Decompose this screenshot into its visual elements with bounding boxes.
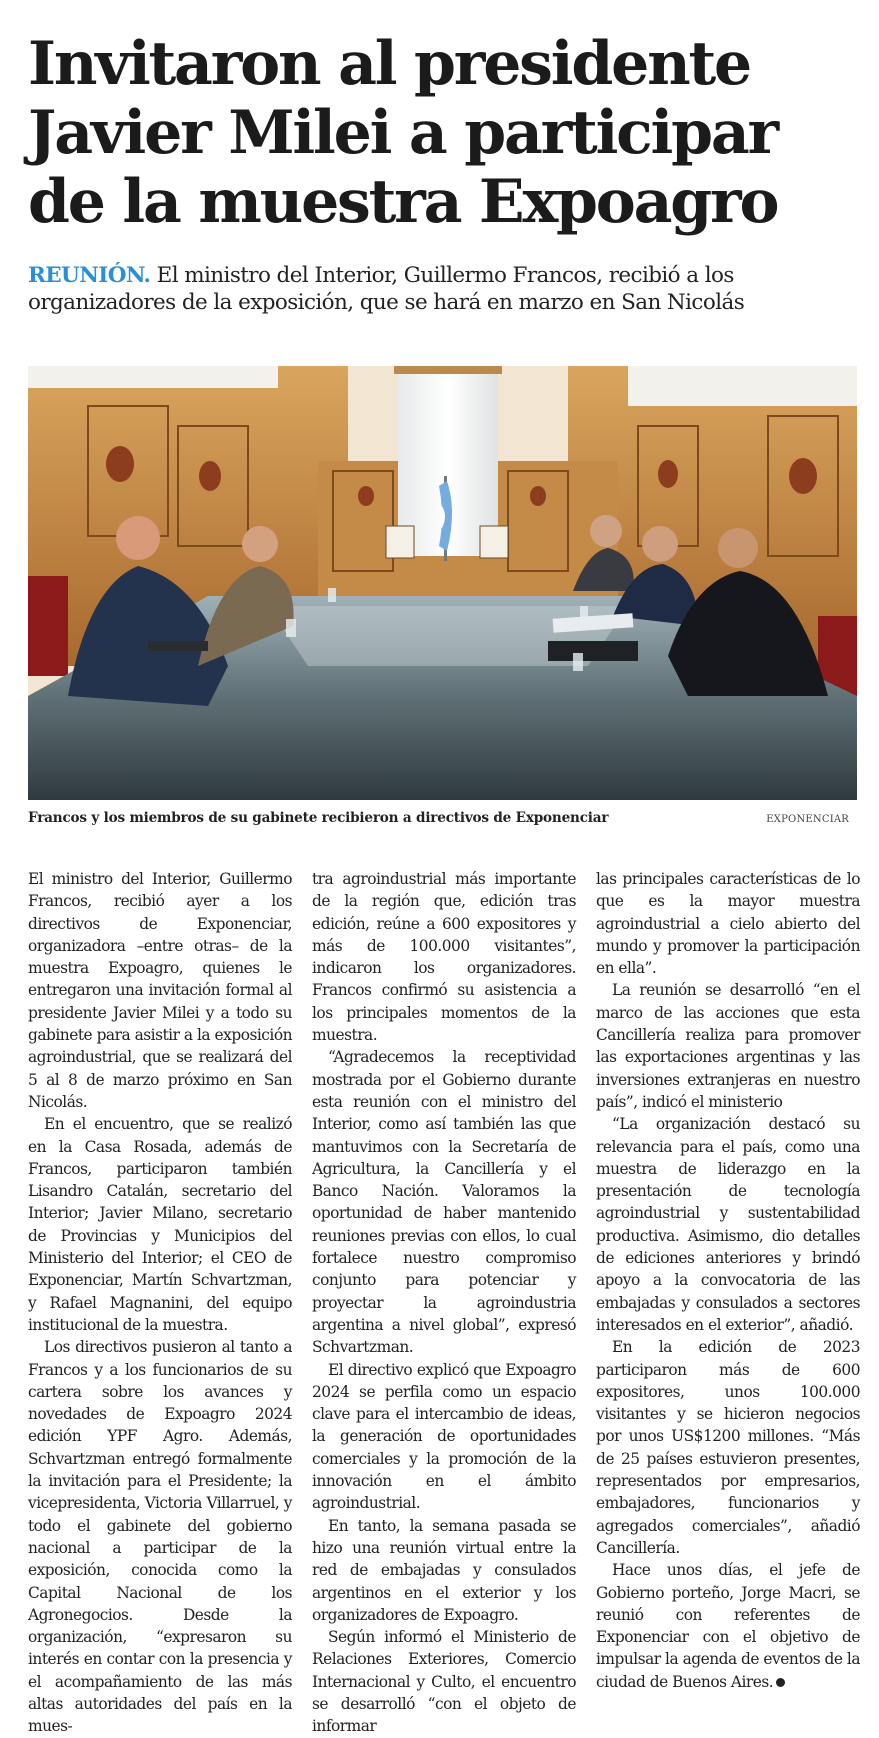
body-paragraph: las principales características de lo que es la mayor muestra agroindustrial a cielo abierto del mundo y promover la participación en ella”. — [596, 870, 860, 978]
photo-caption: Francos y los miembros de su gabinete recibieron a directivos de Exponenciar — [28, 810, 609, 826]
article-photo — [28, 366, 857, 800]
body-paragraph: “La organización destacó su relevancia para el país, como una muestra de liderazgo en la presentación de tecnología agroindustrial y sustentabilidad productiva. Asimismo, dio detalles de ediciones anteriores y brindó apoyo a la convocatoria de las embajadas y consulados a sectores interesados en el exterior”, añadió. — [596, 1115, 860, 1334]
body-paragraph: En el encuentro, que se realizó en la Casa Rosada, además de Francos, participaron también Lisandro Catalán, secretario del Interior; Javier Milano, secretario de Provincias y Municipios del Ministerio del Interior; el CEO de Exponenciar, Martín Schvartzman, y Rafael Magnanini, del equipo institucional de la muestra. — [28, 1115, 292, 1334]
body-paragraph: Los directivos pusieron al tanto a Francos y a los funcionarios de su cartera sobre los avances y novedades de Expoagro 2024 edición YPF Agro. Además, Schvartzman entregó formalmente la invitación para el Presidente; la vicepresidenta, Victoria Villarruel, y todo el gabinete del gobierno nacional a participar de la exposición, conocida como la Capital Nacional de los Agronegocios. Desde la organización, “expresaron su interés en contar con la presencia y el acompañamiento de las más altas autoridades del país en la mues- — [28, 1338, 292, 1736]
body-paragraph: tra agroindustrial más importante de la región que, edición tras edición, reúne a 600 expositores y más de 100.000 visitantes”, indicaron los organizadores. Francos confirmó su asistencia a los principales momentos de la muestra. — [312, 870, 576, 1045]
body-paragraph: El ministro del Interior, Guillermo Francos, recibió ayer a los directivos de Exponenciar, organizadora –entre otras– de la muestra Expoagro, quienes le entregaron una invitación formal al presidente Javier Milei y a todo su gabinete para asistir a la exposición agroindustrial, que se realizará del 5 al 8 de marzo próximo en San Nicolás. — [28, 870, 292, 1111]
kicker: REUNIÓN. — [28, 263, 151, 288]
body-paragraph: “Agradecemos la receptividad mostrada por el Gobierno durante esta reunión con el ministro del Interior, como así también las que mantuvimos con la Secretaría de Agricultura, la Cancillería y el Banco Nación. Valoramos la oportunidad de haber mantenido reuniones previas con ellos, lo cual fortalece nuestro compromiso conjunto para potenciar y proyectar la agroindustria argentina a nivel global”, expresó Schvartzman. — [312, 1048, 576, 1357]
body-paragraph: Según informó el Ministerio de Relaciones Exteriores, Comercio Internacional y Culto, el encuentro se desarrolló “con el objeto de informar — [312, 1628, 576, 1736]
deck — [28, 262, 858, 316]
photo-credit: EXPONENCIAR — [766, 814, 849, 825]
deck-text: El ministro del Interior, Guillermo Francos, recibió a los organizadores de la exposición, que se hará en marzo en San Nicolás — [28, 263, 745, 315]
body-column-2 — [312, 868, 576, 1736]
body-column-3 — [596, 868, 860, 1691]
body-column-1 — [28, 868, 292, 1736]
body-paragraph: El directivo explicó que Expoagro 2024 se perfila como un espacio clave para el intercambio de ideas, la generación de oportunidades comerciales y la promoción de la innovación en el ámbito agroindustrial. — [312, 1360, 576, 1513]
body-paragraph-last — [596, 1559, 860, 1693]
headline: Invitaron al presidente Javier Milei a participar de la muestra Expoagro — [28, 29, 778, 237]
end-of-article-dot-icon — [776, 1678, 785, 1687]
body-paragraph-text: Hace unos días, el jefe de Gobierno porteño, Jorge Macri, se reunió con referentes de Exponenciar con el objetivo de impulsar la agenda de eventos de la ciudad de Buenos Aires. — [596, 1561, 860, 1691]
body-paragraph: La reunión se desarrolló “en el marco de las acciones que esta Cancillería realiza para promover las exportaciones argentinas y las inversiones extranjeras en nuestro país”, indicó el ministerio — [596, 981, 860, 1111]
body-paragraph: En tanto, la semana pasada se hizo una reunión virtual entre la red de embajadas y consulados argentinos en el exterior y los organizadores de Expoagro. — [312, 1516, 576, 1624]
body-paragraph: En la edición de 2023 participaron más de 600 expositores, unos 100.000 visitantes y se hicieron negocios por unos US$1200 millones. “Más de 25 países estuvieron presentes, representados por empresarios, embajadores, funcionarios y agregados comerciales”, añadió Cancillería. — [596, 1338, 860, 1557]
